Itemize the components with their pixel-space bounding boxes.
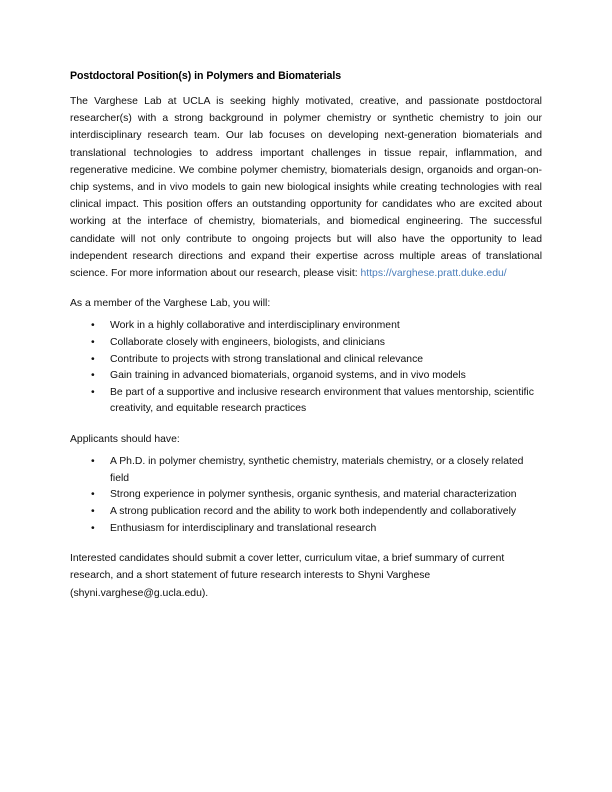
responsibilities-lead: As a member of the Varghese Lab, you will: <box>70 298 271 310</box>
list-item <box>70 318 542 335</box>
list-item-label: A Ph.D. in polymer chemistry, synthetic chemistry, materials chemistry, or a closely related field <box>110 456 524 484</box>
bullet-icon: • <box>91 337 95 349</box>
qualifications-lead: Applicants should have: <box>70 434 180 445</box>
intro-paragraph <box>70 93 542 282</box>
list-item-label: Enthusiasm for interdisciplinary and translational research <box>110 522 377 534</box>
bullet-icon: • <box>91 456 95 468</box>
list-item <box>70 335 542 352</box>
list-item <box>70 368 542 385</box>
list-item <box>70 385 542 418</box>
bullet-icon: • <box>91 489 95 501</box>
bullet-icon: • <box>91 353 95 365</box>
list-item-label: Contribute to projects with strong translational and clinical relevance <box>110 353 424 365</box>
responsibilities-list <box>70 318 542 418</box>
list-item-label: Work in a highly collaborative and interdisciplinary environment <box>110 320 400 332</box>
page-title: Postdoctoral Position(s) in Polymers and Biomaterials <box>70 70 342 82</box>
list-item-label: Be part of a supportive and inclusive research environment that values mentorship, scientific creativity, and equitable research practices <box>110 386 534 415</box>
lab-website-link[interactable]: https://varghese.pratt.duke.edu/ <box>360 268 507 280</box>
list-item-label: Collaborate closely with engineers, biologists, and clinicians <box>110 337 385 349</box>
list-item <box>70 521 542 538</box>
list-item-label: A strong publication record and the ability to work both independently and collaboratively <box>110 505 517 517</box>
list-item <box>70 454 542 487</box>
bullet-icon: • <box>91 505 95 517</box>
bullet-icon: • <box>91 386 95 398</box>
bullet-icon: • <box>91 370 95 382</box>
closing-paragraph: Interested candidates should submit a cover letter, curriculum vitae, a brief summary of current research, and a short statement of future research interests to Shyni Varghese (shyni.varghese@g.ucla.edu). <box>70 553 505 599</box>
intro-paragraph-text: The Varghese Lab at UCLA is seeking highly motivated, creative, and passionate postdoctoral researcher(s) with a strong background in polymer chemistry or synthetic chemistry to join our interdisciplinary research team. Our lab focuses on developing next-generation biomaterials and translational technologies to address important challenges in tissue repair, inflammation, and regenerative medicine. We combine polymer chemistry, biomaterials design, organoids and organ-on-chip systems, and in vivo models to gain new biological insights while creating technologies with real clinical impact. This position offers an outstanding opportunity for candidates who are excited about working at the interface of chemistry, biomaterials, and biomedical engineering. The successful candidate will not only contribute to ongoing projects but will also have the opportunity to lead independent research directions and expand their expertise across multiple areas of translational science. For more information about our research, please visit: <box>70 96 542 280</box>
list-item-label: Gain training in advanced biomaterials, organoid systems, and in vivo models <box>110 370 466 382</box>
bullet-icon: • <box>91 522 95 534</box>
list-item <box>70 352 542 369</box>
qualifications-list <box>70 454 542 537</box>
list-item-label: Strong experience in polymer synthesis, organic synthesis, and material characterization <box>110 489 517 501</box>
list-item <box>70 487 542 504</box>
list-item <box>70 504 542 521</box>
bullet-icon: • <box>91 320 95 332</box>
